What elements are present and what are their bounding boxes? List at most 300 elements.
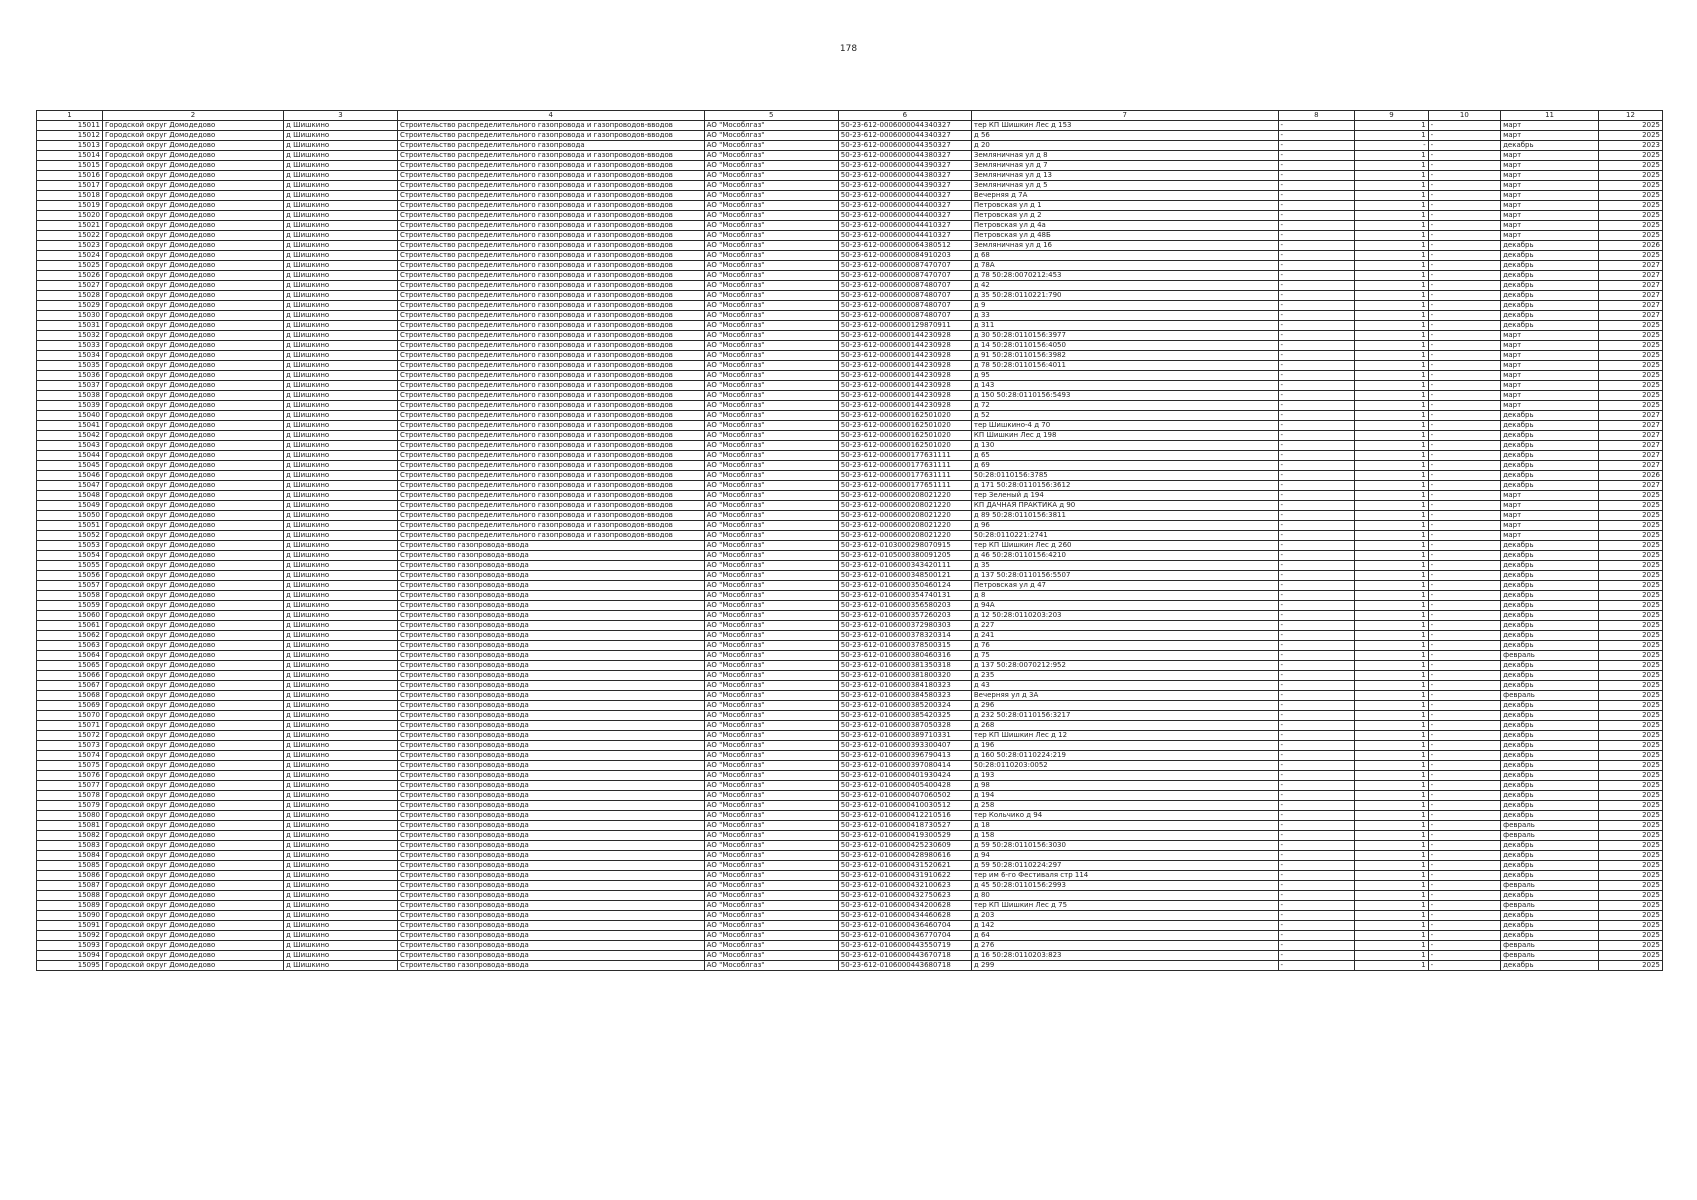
- col-10-cell: -: [1428, 931, 1500, 941]
- col-10-cell: -: [1428, 501, 1500, 511]
- work-type-cell: Строительство газопровода-ввода: [397, 751, 704, 761]
- year-cell: 2025: [1599, 341, 1663, 351]
- table-row: [37, 601, 1663, 611]
- organization-cell: АО "Мособлгаз": [704, 331, 838, 341]
- year-cell: 2025: [1599, 131, 1663, 141]
- table-row: [37, 701, 1663, 711]
- row-number-cell: 15029: [37, 301, 103, 311]
- locality-cell: д Шишкино: [284, 641, 398, 651]
- address-cell: д 258: [971, 801, 1278, 811]
- col-9-cell: 1: [1355, 661, 1428, 671]
- year-cell: 2025: [1599, 801, 1663, 811]
- municipality-cell: Городской округ Домодедово: [103, 631, 284, 641]
- application-id-cell: 50-23-612-0106000436460704: [838, 921, 971, 931]
- address-cell: д 143: [971, 381, 1278, 391]
- month-cell: декабрь: [1501, 611, 1599, 621]
- col-10-cell: -: [1428, 581, 1500, 591]
- application-id-cell: 50-23-612-0006000208021220: [838, 521, 971, 531]
- col-8-cell: -: [1278, 391, 1355, 401]
- col-10-cell: -: [1428, 121, 1500, 131]
- application-id-cell: 50-23-612-0006000087480707: [838, 291, 971, 301]
- col-8-cell: -: [1278, 201, 1355, 211]
- municipality-cell: Городской округ Домодедово: [103, 711, 284, 721]
- table-row: [37, 151, 1663, 161]
- col-9-cell: 1: [1355, 911, 1428, 921]
- year-cell: 2025: [1599, 321, 1663, 331]
- col-10-cell: -: [1428, 761, 1500, 771]
- work-type-cell: Строительство газопровода-ввода: [397, 641, 704, 651]
- address-cell: д 33: [971, 311, 1278, 321]
- col-10-cell: -: [1428, 861, 1500, 871]
- col-10-cell: -: [1428, 801, 1500, 811]
- locality-cell: д Шишкино: [284, 921, 398, 931]
- col-9-cell: 1: [1355, 301, 1428, 311]
- col-8-cell: -: [1278, 141, 1355, 151]
- col-8-cell: -: [1278, 411, 1355, 421]
- municipality-cell: Городской округ Домодедово: [103, 391, 284, 401]
- address-cell: Вечерняя ул д 3А: [971, 691, 1278, 701]
- col-9-cell: 1: [1355, 351, 1428, 361]
- locality-cell: д Шишкино: [284, 461, 398, 471]
- organization-cell: АО "Мособлгаз": [704, 841, 838, 851]
- col-10-cell: -: [1428, 241, 1500, 251]
- col-8-cell: -: [1278, 921, 1355, 931]
- organization-cell: АО "Мособлгаз": [704, 671, 838, 681]
- municipality-cell: Городской округ Домодедово: [103, 821, 284, 831]
- col-8-cell: -: [1278, 831, 1355, 841]
- application-id-cell: 50-23-612-0106000443680718: [838, 961, 971, 971]
- col-8-cell: -: [1278, 791, 1355, 801]
- month-cell: март: [1501, 211, 1599, 221]
- locality-cell: д Шишкино: [284, 371, 398, 381]
- col-9-cell: 1: [1355, 741, 1428, 751]
- row-number-cell: 15039: [37, 401, 103, 411]
- month-cell: декабрь: [1501, 751, 1599, 761]
- col-8-cell: -: [1278, 341, 1355, 351]
- organization-cell: АО "Мособлгаз": [704, 401, 838, 411]
- work-type-cell: Строительство газопровода-ввода: [397, 941, 704, 951]
- table-row: [37, 821, 1663, 831]
- month-cell: март: [1501, 381, 1599, 391]
- organization-cell: АО "Мособлгаз": [704, 761, 838, 771]
- col-9-cell: 1: [1355, 871, 1428, 881]
- col-8-cell: -: [1278, 721, 1355, 731]
- row-number-cell: 15016: [37, 171, 103, 181]
- month-cell: декабрь: [1501, 561, 1599, 571]
- row-number-cell: 15015: [37, 161, 103, 171]
- row-number-cell: 15089: [37, 901, 103, 911]
- row-number-cell: 15028: [37, 291, 103, 301]
- row-number-cell: 15092: [37, 931, 103, 941]
- organization-cell: АО "Мособлгаз": [704, 641, 838, 651]
- municipality-cell: Городской округ Домодедово: [103, 951, 284, 961]
- year-cell: 2025: [1599, 211, 1663, 221]
- row-number-cell: 15018: [37, 191, 103, 201]
- organization-cell: АО "Мособлгаз": [704, 301, 838, 311]
- col-9-cell: 1: [1355, 881, 1428, 891]
- table-row: [37, 301, 1663, 311]
- col-9-cell: 1: [1355, 781, 1428, 791]
- address-cell: тер КП Шишкин Лес д 12: [971, 731, 1278, 741]
- municipality-cell: Городской округ Домодедово: [103, 421, 284, 431]
- organization-cell: АО "Мособлгаз": [704, 501, 838, 511]
- application-id-cell: 50-23-612-0006000144230928: [838, 391, 971, 401]
- col-9-cell: 1: [1355, 181, 1428, 191]
- address-cell: тер КП Шишкин Лес д 260: [971, 541, 1278, 551]
- municipality-cell: Городской округ Домодедово: [103, 191, 284, 201]
- year-cell: 2025: [1599, 121, 1663, 131]
- table-row: [37, 391, 1663, 401]
- col-10-cell: -: [1428, 291, 1500, 301]
- row-number-cell: 15020: [37, 211, 103, 221]
- table-row: [37, 421, 1663, 431]
- col-10-cell: -: [1428, 611, 1500, 621]
- col-9-cell: 1: [1355, 471, 1428, 481]
- year-cell: 2025: [1599, 921, 1663, 931]
- col-8-cell: -: [1278, 931, 1355, 941]
- municipality-cell: Городской округ Домодедово: [103, 801, 284, 811]
- application-id-cell: 50-23-612-0006000162501020: [838, 441, 971, 451]
- application-id-cell: 50-23-612-0106000378320314: [838, 631, 971, 641]
- table-row: [37, 721, 1663, 731]
- organization-cell: АО "Мособлгаз": [704, 571, 838, 581]
- col-10-cell: -: [1428, 401, 1500, 411]
- col-9-cell: 1: [1355, 221, 1428, 231]
- work-type-cell: Строительство распределительного газопровода и газопроводов-вводов: [397, 361, 704, 371]
- col-9-cell: 1: [1355, 551, 1428, 561]
- col-8-cell: -: [1278, 451, 1355, 461]
- row-number-cell: 15075: [37, 761, 103, 771]
- table-row: [37, 651, 1663, 661]
- col-10-cell: -: [1428, 171, 1500, 181]
- address-cell: д 64: [971, 931, 1278, 941]
- work-type-cell: Строительство газопровода-ввода: [397, 851, 704, 861]
- locality-cell: д Шишкино: [284, 861, 398, 871]
- col-9-cell: 1: [1355, 731, 1428, 741]
- col-9-cell: 1: [1355, 191, 1428, 201]
- table-row: [37, 491, 1663, 501]
- row-number-cell: 15058: [37, 591, 103, 601]
- organization-cell: АО "Мособлгаз": [704, 351, 838, 361]
- organization-cell: АО "Мособлгаз": [704, 531, 838, 541]
- table-row: [37, 611, 1663, 621]
- col-9-cell: 1: [1355, 231, 1428, 241]
- col-8-cell: -: [1278, 611, 1355, 621]
- address-cell: д 299: [971, 961, 1278, 971]
- address-cell: КП Шишкин Лес д 198: [971, 431, 1278, 441]
- municipality-cell: Городской округ Домодедово: [103, 901, 284, 911]
- month-cell: декабрь: [1501, 431, 1599, 441]
- municipality-cell: Городской округ Домодедово: [103, 781, 284, 791]
- table-row: [37, 501, 1663, 511]
- locality-cell: д Шишкино: [284, 601, 398, 611]
- table-row: [37, 531, 1663, 541]
- col-9-cell: 1: [1355, 131, 1428, 141]
- application-id-cell: 50-23-612-0006000044400327: [838, 191, 971, 201]
- work-type-cell: Строительство распределительного газопровода и газопроводов-вводов: [397, 501, 704, 511]
- address-cell: д 12 50:28:0110203:203: [971, 611, 1278, 621]
- col-10-cell: -: [1428, 131, 1500, 141]
- application-id-cell: 50-23-612-0106000372980303: [838, 621, 971, 631]
- work-type-cell: Строительство распределительного газопровода и газопроводов-вводов: [397, 201, 704, 211]
- col-9-cell: 1: [1355, 801, 1428, 811]
- locality-cell: д Шишкино: [284, 401, 398, 411]
- col-9-cell: 1: [1355, 861, 1428, 871]
- col-8-cell: -: [1278, 431, 1355, 441]
- col-8-cell: -: [1278, 671, 1355, 681]
- address-cell: д 78 50:28:0110156:4011: [971, 361, 1278, 371]
- application-id-cell: 50-23-612-0106000381800320: [838, 671, 971, 681]
- col-10-cell: -: [1428, 911, 1500, 921]
- year-cell: 2025: [1599, 831, 1663, 841]
- year-cell: 2025: [1599, 191, 1663, 201]
- application-id-cell: 50-23-612-0006000144230928: [838, 331, 971, 341]
- col-8-cell: -: [1278, 591, 1355, 601]
- year-cell: 2027: [1599, 301, 1663, 311]
- year-cell: 2025: [1599, 521, 1663, 531]
- address-cell: Петровская ул д 48Б: [971, 231, 1278, 241]
- work-type-cell: Строительство распределительного газопровода и газопроводов-вводов: [397, 351, 704, 361]
- organization-cell: АО "Мособлгаз": [704, 581, 838, 591]
- table-row: [37, 901, 1663, 911]
- col-10-cell: -: [1428, 541, 1500, 551]
- col-10-cell: -: [1428, 381, 1500, 391]
- work-type-cell: Строительство распределительного газопровода и газопроводов-вводов: [397, 411, 704, 421]
- work-type-cell: Строительство газопровода-ввода: [397, 951, 704, 961]
- col-8-cell: -: [1278, 531, 1355, 541]
- col-8-cell: -: [1278, 841, 1355, 851]
- year-cell: 2025: [1599, 951, 1663, 961]
- year-cell: 2025: [1599, 531, 1663, 541]
- col-8-cell: -: [1278, 711, 1355, 721]
- table-row: [37, 121, 1663, 131]
- month-cell: декабрь: [1501, 701, 1599, 711]
- address-cell: д 8: [971, 591, 1278, 601]
- col-8-cell: -: [1278, 881, 1355, 891]
- year-cell: 2025: [1599, 351, 1663, 361]
- table-row: [37, 511, 1663, 521]
- locality-cell: д Шишкино: [284, 591, 398, 601]
- locality-cell: д Шишкино: [284, 801, 398, 811]
- work-type-cell: Строительство распределительного газопровода и газопроводов-вводов: [397, 511, 704, 521]
- application-id-cell: 50-23-612-0106000357260203: [838, 611, 971, 621]
- year-cell: 2025: [1599, 601, 1663, 611]
- address-cell: 50:28:0110203:0052: [971, 761, 1278, 771]
- col-10-cell: -: [1428, 821, 1500, 831]
- work-type-cell: Строительство газопровода-ввода: [397, 801, 704, 811]
- locality-cell: д Шишкино: [284, 691, 398, 701]
- locality-cell: д Шишкино: [284, 841, 398, 851]
- col-8-cell: -: [1278, 941, 1355, 951]
- work-type-cell: Строительство газопровода-ввода: [397, 581, 704, 591]
- municipality-cell: Городской округ Домодедово: [103, 281, 284, 291]
- work-type-cell: Строительство газопровода-ввода: [397, 761, 704, 771]
- month-cell: декабрь: [1501, 281, 1599, 291]
- application-id-cell: 50-23-612-0106000381350318: [838, 661, 971, 671]
- work-type-cell: Строительство распределительного газопровода и газопроводов-вводов: [397, 331, 704, 341]
- month-cell: декабрь: [1501, 771, 1599, 781]
- work-type-cell: Строительство распределительного газопровода и газопроводов-вводов: [397, 281, 704, 291]
- col-10-cell: -: [1428, 651, 1500, 661]
- month-cell: декабрь: [1501, 571, 1599, 581]
- work-type-cell: Строительство распределительного газопровода и газопроводов-вводов: [397, 301, 704, 311]
- application-id-cell: 50-23-612-0106000389710331: [838, 731, 971, 741]
- month-cell: март: [1501, 221, 1599, 231]
- table-row: [37, 881, 1663, 891]
- application-id-cell: 50-23-612-0006000044400327: [838, 201, 971, 211]
- application-id-cell: 50-23-612-0106000350460124: [838, 581, 971, 591]
- address-cell: д 89 50:28:0110156:3811: [971, 511, 1278, 521]
- col-9-cell: 1: [1355, 901, 1428, 911]
- col-10-cell: -: [1428, 321, 1500, 331]
- row-number-cell: 15014: [37, 151, 103, 161]
- table-row: [37, 951, 1663, 961]
- col-8-cell: -: [1278, 651, 1355, 661]
- municipality-cell: Городской округ Домодедово: [103, 431, 284, 441]
- col-9-cell: 1: [1355, 621, 1428, 631]
- table-row: [37, 141, 1663, 151]
- table-row: [37, 861, 1663, 871]
- col-10-cell: -: [1428, 961, 1500, 971]
- month-cell: март: [1501, 181, 1599, 191]
- application-id-cell: 50-23-612-0106000436770704: [838, 931, 971, 941]
- organization-cell: АО "Мособлгаз": [704, 161, 838, 171]
- organization-cell: АО "Мособлгаз": [704, 821, 838, 831]
- col-9-cell: 1: [1355, 151, 1428, 161]
- table-row: [37, 571, 1663, 581]
- locality-cell: д Шишкино: [284, 191, 398, 201]
- col-10-cell: -: [1428, 261, 1500, 271]
- work-type-cell: Строительство газопровода-ввода: [397, 821, 704, 831]
- year-cell: 2025: [1599, 711, 1663, 721]
- municipality-cell: Городской округ Домодедово: [103, 661, 284, 671]
- municipality-cell: Городской округ Домодедово: [103, 331, 284, 341]
- application-id-cell: 50-23-612-0006000087480707: [838, 301, 971, 311]
- col-10-cell: -: [1428, 461, 1500, 471]
- col-8-cell: -: [1278, 691, 1355, 701]
- col-8-cell: -: [1278, 601, 1355, 611]
- work-type-cell: Строительство газопровода-ввода: [397, 841, 704, 851]
- col-9-cell: 1: [1355, 271, 1428, 281]
- month-cell: декабрь: [1501, 631, 1599, 641]
- col-9-cell: 1: [1355, 431, 1428, 441]
- table-row: [37, 661, 1663, 671]
- row-number-cell: 15072: [37, 731, 103, 741]
- row-number-cell: 15056: [37, 571, 103, 581]
- col-8-cell: -: [1278, 181, 1355, 191]
- organization-cell: АО "Мособлгаз": [704, 291, 838, 301]
- year-cell: 2025: [1599, 941, 1663, 951]
- address-cell: д 98: [971, 781, 1278, 791]
- table-row: [37, 581, 1663, 591]
- header-cell-4: 4: [397, 111, 704, 121]
- col-10-cell: -: [1428, 481, 1500, 491]
- col-10-cell: -: [1428, 641, 1500, 651]
- municipality-cell: Городской округ Домодедово: [103, 311, 284, 321]
- year-cell: 2023: [1599, 141, 1663, 151]
- col-9-cell: 1: [1355, 291, 1428, 301]
- table-row: [37, 771, 1663, 781]
- col-10-cell: -: [1428, 781, 1500, 791]
- year-cell: 2025: [1599, 781, 1663, 791]
- year-cell: 2025: [1599, 891, 1663, 901]
- address-cell: д 232 50:28:0110156:3217: [971, 711, 1278, 721]
- table-row: [37, 891, 1663, 901]
- col-10-cell: -: [1428, 951, 1500, 961]
- municipality-cell: Городской округ Домодедово: [103, 531, 284, 541]
- work-type-cell: Строительство газопровода-ввода: [397, 701, 704, 711]
- col-8-cell: -: [1278, 821, 1355, 831]
- organization-cell: АО "Мособлгаз": [704, 441, 838, 451]
- year-cell: 2025: [1599, 171, 1663, 181]
- address-cell: д 18: [971, 821, 1278, 831]
- year-cell: 2025: [1599, 811, 1663, 821]
- address-cell: д 52: [971, 411, 1278, 421]
- year-cell: 2025: [1599, 691, 1663, 701]
- municipality-cell: Городской округ Домодедово: [103, 141, 284, 151]
- col-10-cell: -: [1428, 891, 1500, 901]
- col-8-cell: -: [1278, 361, 1355, 371]
- row-number-cell: 15043: [37, 441, 103, 451]
- col-9-cell: 1: [1355, 251, 1428, 261]
- col-9-cell: 1: [1355, 341, 1428, 351]
- table-row: [37, 521, 1663, 531]
- col-10-cell: -: [1428, 551, 1500, 561]
- col-8-cell: -: [1278, 421, 1355, 431]
- row-number-cell: 15059: [37, 601, 103, 611]
- table-row: [37, 431, 1663, 441]
- application-id-cell: 50-23-612-0006000044400327: [838, 211, 971, 221]
- application-id-cell: 50-23-612-0106000401930424: [838, 771, 971, 781]
- work-type-cell: Строительство газопровода-ввода: [397, 781, 704, 791]
- row-number-cell: 15070: [37, 711, 103, 721]
- municipality-cell: Городской округ Домодедово: [103, 751, 284, 761]
- application-id-cell: 50-23-612-0006000144230928: [838, 341, 971, 351]
- month-cell: декабрь: [1501, 841, 1599, 851]
- work-type-cell: Строительство газопровода-ввода: [397, 771, 704, 781]
- locality-cell: д Шишкино: [284, 791, 398, 801]
- municipality-cell: Городской округ Домодедово: [103, 171, 284, 181]
- col-10-cell: -: [1428, 691, 1500, 701]
- work-type-cell: Строительство газопровода-ввода: [397, 921, 704, 931]
- locality-cell: д Шишкино: [284, 151, 398, 161]
- col-8-cell: -: [1278, 161, 1355, 171]
- row-number-cell: 15063: [37, 641, 103, 651]
- col-9-cell: 1: [1355, 261, 1428, 271]
- organization-cell: АО "Мособлгаз": [704, 601, 838, 611]
- col-9-cell: 1: [1355, 331, 1428, 341]
- organization-cell: АО "Мособлгаз": [704, 141, 838, 151]
- municipality-cell: Городской округ Домодедово: [103, 511, 284, 521]
- table-row: [37, 441, 1663, 451]
- year-cell: 2027: [1599, 481, 1663, 491]
- month-cell: декабрь: [1501, 311, 1599, 321]
- row-number-cell: 15082: [37, 831, 103, 841]
- address-cell: Земляничная ул д 8: [971, 151, 1278, 161]
- application-id-cell: 50-23-612-0106000418730527: [838, 821, 971, 831]
- month-cell: февраль: [1501, 951, 1599, 961]
- work-type-cell: Строительство распределительного газопровода и газопроводов-вводов: [397, 311, 704, 321]
- locality-cell: д Шишкино: [284, 341, 398, 351]
- application-id-cell: 50-23-612-0006000177631111: [838, 451, 971, 461]
- address-cell: д 203: [971, 911, 1278, 921]
- application-id-cell: 50-23-612-0106000396790413: [838, 751, 971, 761]
- application-id-cell: 50-23-612-0006000177631111: [838, 461, 971, 471]
- col-9-cell: 1: [1355, 931, 1428, 941]
- address-cell: д 130: [971, 441, 1278, 451]
- work-type-cell: Строительство распределительного газопровода и газопроводов-вводов: [397, 191, 704, 201]
- col-10-cell: -: [1428, 421, 1500, 431]
